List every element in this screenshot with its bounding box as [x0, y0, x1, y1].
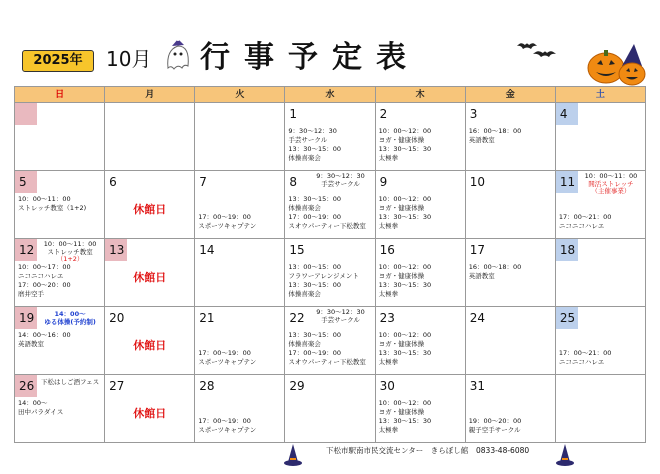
day-cell: [285, 375, 375, 443]
event-text: ヨガ・健康体操: [378, 136, 425, 144]
day-cell: [555, 375, 645, 443]
day-number: 16: [379, 243, 395, 257]
event-text: ストレッチ教室（1+2): [18, 204, 87, 212]
event-text: 17：00～19：00: [288, 349, 342, 357]
event-text: 9：30～12：30: [316, 172, 365, 180]
event-text: 手芸サークル: [321, 180, 360, 188]
weekday-header-row: [15, 87, 646, 103]
day-number: 26: [15, 375, 37, 397]
event-text: ニコニコハレエ: [558, 222, 605, 230]
day-number: 30: [379, 379, 395, 393]
day-number: 7: [199, 175, 207, 189]
closed-day-label: 休館日: [133, 203, 167, 216]
day-cell: [195, 103, 285, 171]
event-text: 14：00～: [18, 399, 48, 407]
year-badge: 2025年: [22, 50, 94, 72]
day-number: 17: [469, 243, 485, 257]
event-text: 14：00～16：00: [18, 331, 71, 339]
jack-o-lantern-icon: [582, 36, 648, 86]
event-text: スオウパーティー下松教室: [288, 222, 366, 230]
day-number: 27: [109, 379, 125, 393]
day-cell: [195, 375, 285, 443]
event-text: 13：30～15：30: [378, 213, 432, 221]
week-row: [15, 171, 646, 239]
day-number: 14: [199, 243, 215, 257]
day-number: 20: [109, 311, 125, 325]
event-text: 14：00～: [54, 310, 86, 318]
day-number: 6: [109, 175, 117, 189]
day-cell: [105, 239, 195, 307]
event-text: 手芸サークル: [288, 136, 328, 144]
day-number: 8: [289, 175, 298, 189]
event-text: スポーツキャプテン: [198, 222, 257, 230]
weekday-header: 土: [555, 87, 645, 103]
closed-day-label: 休館日: [133, 271, 167, 284]
calendar-header: [0, 0, 660, 86]
event-text: 10：00～11：00: [18, 195, 71, 203]
week-row: [15, 375, 646, 443]
day-cell: [375, 103, 465, 171]
day-cell: [465, 375, 555, 443]
event-text: 17：00～20：00: [18, 281, 71, 289]
witch-hat-icon: [284, 444, 302, 466]
event-text: 9：30～12：30: [288, 127, 337, 135]
event-text: 親子空手サークル: [468, 426, 521, 434]
event-text: ニコニコハレエ: [18, 272, 64, 280]
day-cell: [15, 375, 105, 443]
event-text: 10：00～12：00: [378, 195, 432, 203]
event-text: 17：00～21：00: [558, 213, 612, 221]
footer: [0, 440, 660, 474]
event-text: 17：00～19：00: [288, 213, 342, 221]
event-text: 13：30～15：30: [378, 281, 432, 289]
calendar-grid: [14, 86, 646, 443]
event-text: フラワーアレンジメント: [288, 272, 359, 280]
day-cell: [285, 307, 375, 375]
event-text: 田中パラダイス: [18, 408, 64, 416]
event-text: 体操喜楽会: [288, 290, 321, 298]
day-number: 31: [469, 379, 485, 393]
day-number: 25: [556, 307, 578, 329]
bats-icon: [515, 38, 557, 60]
event-text: 英語教室: [18, 340, 44, 348]
day-number: 11: [556, 171, 578, 193]
event-text: 体操喜楽会: [288, 340, 321, 348]
ghost-icon: [160, 38, 196, 72]
day-number: 5: [15, 171, 37, 193]
closed-day-label: 休館日: [133, 407, 167, 420]
event-text: 13：00～15：00: [288, 263, 342, 271]
day-number: [15, 103, 37, 125]
event-text: 手芸サークル: [321, 316, 360, 324]
event-text: 10：00～12：00: [378, 331, 432, 339]
event-text: スポーツキャプテン: [198, 358, 257, 366]
event-text: 太極拳: [378, 222, 399, 230]
event-text: 体操喜楽会: [288, 154, 321, 162]
day-cell: [195, 307, 285, 375]
day-cell: [105, 171, 195, 239]
day-cell: [555, 307, 645, 375]
day-cell: [285, 103, 375, 171]
event-text: 体操喜楽会: [288, 204, 321, 212]
calendar-body: [15, 103, 646, 443]
event-text: 16：00～18：00: [468, 127, 522, 135]
event-text: 13：30～15：00: [288, 195, 342, 203]
event-text: 10：00～17：00: [18, 263, 71, 271]
day-cell: [105, 307, 195, 375]
event-text: （主催事業）: [591, 187, 631, 195]
day-number: 28: [199, 379, 215, 393]
event-text: ストレッチ教室: [47, 248, 93, 256]
event-text: （1+2）: [56, 255, 84, 263]
day-number: 3: [469, 107, 478, 121]
event-text: ヨガ・健康体操: [378, 340, 425, 348]
day-cell: [15, 171, 105, 239]
day-cell: [15, 239, 105, 307]
event-text: スオウパーティー下松教室: [288, 358, 366, 366]
event-text: 17：00～19：00: [198, 417, 251, 425]
event-text: ヨガ・健康体操: [378, 204, 425, 212]
day-number: 9: [379, 175, 388, 189]
event-text: 10：00～11：00: [43, 240, 97, 248]
day-number: 29: [289, 379, 305, 393]
day-number: 23: [379, 311, 395, 325]
day-number: 15: [289, 243, 305, 257]
event-text: 英語教室: [468, 272, 495, 280]
event-text: 17：00～19：00: [198, 213, 251, 221]
day-cell: [375, 171, 465, 239]
event-text: 17：00～21：00: [558, 349, 612, 357]
event-text: 英語教室: [468, 136, 495, 144]
month-label: 10月: [106, 47, 152, 71]
closed-day-label: 休館日: [133, 339, 167, 352]
day-number: 1: [289, 107, 298, 121]
event-text: ニコニコハレエ: [558, 358, 605, 366]
week-row: [15, 307, 646, 375]
day-cell: [105, 103, 195, 171]
event-text: ヨガ・健康体操: [378, 408, 425, 416]
event-text: 磨井空手: [18, 290, 44, 298]
day-cell: [285, 239, 375, 307]
day-number: 22: [289, 311, 305, 325]
event-text: 10：00～12：00: [378, 127, 432, 135]
weekday-header: 木: [375, 87, 465, 103]
event-text: 13：30～15：00: [288, 331, 342, 339]
day-number: 13: [105, 239, 127, 261]
weekday-header: 水: [285, 87, 375, 103]
event-text: 10：00～12：00: [378, 399, 432, 407]
day-cell: [375, 239, 465, 307]
day-cell: [195, 171, 285, 239]
event-text: 13：30～15：30: [378, 349, 432, 357]
event-text: ゆる体操(予約制): [44, 318, 96, 326]
witch-hat-icon: [556, 444, 574, 466]
day-cell: [375, 375, 465, 443]
day-number: 10: [469, 175, 485, 189]
week-row: [15, 103, 646, 171]
event-text: ヨガ・健康体操: [378, 272, 425, 280]
day-cell: [465, 239, 555, 307]
event-text: 19：00～20：00: [468, 417, 522, 425]
day-number: 18: [556, 239, 578, 261]
day-number: 21: [199, 311, 215, 325]
day-cell: [465, 307, 555, 375]
event-text: 10：00～12：00: [378, 263, 432, 271]
day-number: 2: [379, 107, 388, 121]
weekday-header: 金: [465, 87, 555, 103]
event-text: 太極拳: [378, 358, 399, 366]
day-number: 12: [15, 239, 37, 261]
event-text: 13：30～15：00: [288, 281, 342, 289]
event-text: 13：30～15：00: [288, 145, 342, 153]
day-number: 4: [556, 103, 578, 125]
day-cell: [15, 307, 105, 375]
weekday-header: 火: [195, 87, 285, 103]
event-text: 太極拳: [378, 426, 399, 434]
day-cell: [285, 171, 375, 239]
day-cell: [105, 375, 195, 443]
event-text: 17：00～19：00: [198, 349, 251, 357]
event-text: 9：30～12：30: [316, 308, 365, 316]
week-row: [15, 239, 646, 307]
weekday-header: 日: [15, 87, 105, 103]
day-cell: [15, 103, 105, 171]
day-number: 24: [469, 311, 485, 325]
day-cell: [375, 307, 465, 375]
event-text: 下松はしご酒フェス: [40, 378, 100, 386]
event-text: 10：00～11：00: [584, 172, 638, 180]
event-text: スポーツキャプテン: [198, 426, 257, 434]
event-text: 開活ストレッチ: [588, 180, 634, 188]
day-cell: [555, 103, 645, 171]
event-text: 太極拳: [378, 290, 399, 298]
event-text: 16：00～18：00: [468, 263, 522, 271]
day-cell: [465, 171, 555, 239]
page-title: 行事予定表: [200, 40, 420, 75]
phone-number: 0833-48-6080: [476, 446, 530, 455]
event-text: 太極拳: [378, 154, 399, 162]
event-text: 13：30～15：30: [378, 417, 432, 425]
day-cell: [195, 239, 285, 307]
day-cell: [465, 103, 555, 171]
day-cell: [555, 239, 645, 307]
event-text: 13：30～15：30: [378, 145, 432, 153]
weekday-header: 月: [105, 87, 195, 103]
day-number: 19: [15, 307, 37, 329]
organization-name: 下松市駅南市民交流センター きらぼし館: [326, 446, 469, 455]
day-cell: [555, 171, 645, 239]
